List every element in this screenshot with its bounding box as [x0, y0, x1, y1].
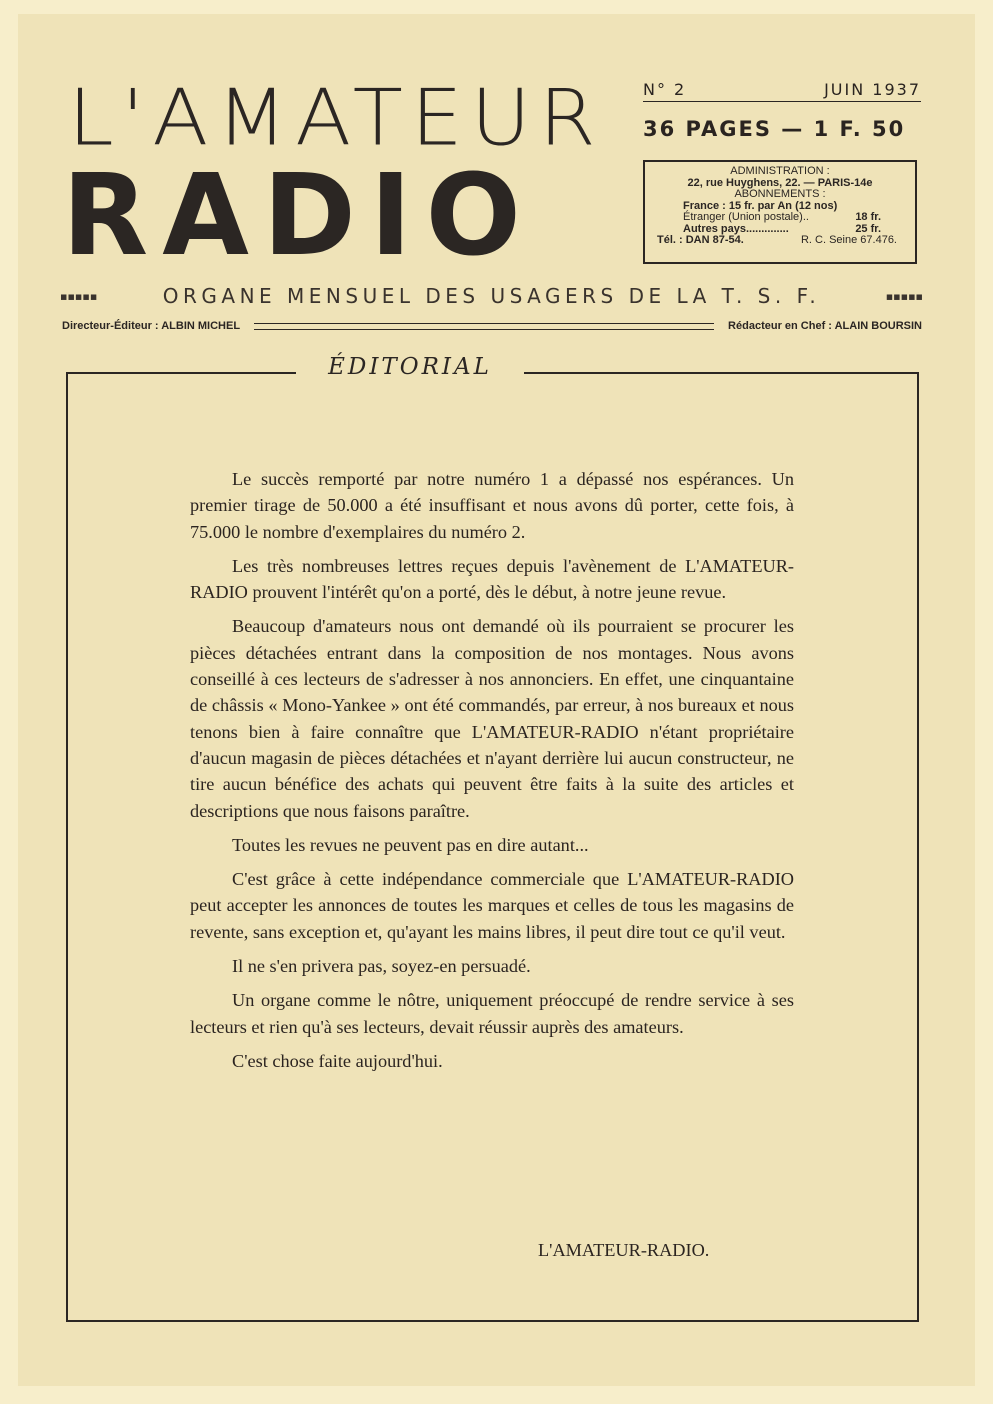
price-etranger-label: Étranger (Union postale).. [683, 211, 809, 223]
issue-date: JUIN 1937 [824, 80, 921, 99]
editorial-paragraph-3: Beaucoup d'amateurs nous ont demandé où ils pourraient se procurer les pièces détachées entrant dans la composition de nos montages. Nous avons conseillé à ces lecteurs de s'adresser à nos annonciers. En effet, une cinquantaine de châssis « Mono-Yankee » ont été commandés, par erreur, à nos bureaux et nous tenons bien à faire connaître que L'AMATEUR-RADIO n'étant propriétaire d'aucun magasin de pièces détachées et n'ayant derrière lui aucun constructeur, ne tire aucun bénéfice des achats qui peuvent être faits à la suite des articles et descriptions que nous faisons paraître. [190, 616, 794, 821]
pages-price: 36 PAGES — 1 F. 50 [643, 117, 906, 141]
abonnements-label: ABONNEMENTS : [734, 188, 826, 200]
registry: R. C. Seine 67.476. [800, 234, 897, 246]
address: 22, rue Huyghens, 22. — PARIS-14e [687, 176, 873, 189]
editorial-signature: L'AMATEUR-RADIO. [538, 1240, 710, 1260]
redacteur-en-chef: Rédacteur en Chef : ALAIN BOURSIN [728, 320, 922, 332]
editorial-paragraph-1: Le succès remporté par notre numéro 1 a dépassé nos espérances. Un premier tirage de 50.000 a été insuffisant et nous avons dû porter, cette fois, à 75.000 le nombre d'exemplaires du numéro 2. [190, 469, 794, 542]
editorial-paragraph-6: Il ne s'en privera pas, soyez-en persuadé. [232, 956, 531, 977]
editorial-title: ÉDITORIAL [296, 354, 524, 380]
price-autres-label: Autres pays.............. [683, 222, 789, 235]
editorial-paragraph-2: Les très nombreuses lettres reçues depuis l'avènement de L'AMATEUR-RADIO prouvent l'intérêt qu'on a porté, dès le début, à notre jeune revue. [190, 555, 794, 603]
directeur-editeur: Directeur-Éditeur : ALBIN MICHEL [62, 320, 241, 332]
double-rule [254, 323, 714, 330]
editorial-paragraph-5: C'est grâce à cette indépendance commerciale que L'AMATEUR-RADIO peut accepter les annonces de toutes les marques et celles de tous les magasins de revente, sans exception et, qu'ayant les mains libres, il peut dire tout ce qu'il veut. [190, 869, 794, 942]
editorial-body [190, 466, 794, 1082]
decorative-dots-right: ▪▪▪▪▪ [885, 289, 923, 303]
telephone: Tél. : DAN 87-54. [657, 234, 744, 246]
administration-box [643, 160, 917, 264]
issue-number: N° 2 [643, 80, 687, 99]
subtitle-band [60, 284, 923, 308]
masthead-title-line2: RADIO [62, 151, 535, 281]
price-france: France : 15 fr. par An (12 nos) [683, 199, 838, 212]
issue-info [643, 80, 921, 102]
staff-credits [62, 320, 922, 332]
subtitle-text: ORGANE MENSUEL DES USAGERS DE LA T. S. F. [162, 284, 821, 308]
decorative-dots-left: ▪▪▪▪▪ [60, 289, 98, 303]
editorial-paragraph-4: Toutes les revues ne peuvent pas en dire autant... [232, 834, 589, 855]
masthead-title-line1: L'AMATEUR [68, 73, 604, 164]
price-etranger [653, 212, 907, 224]
contact-row [653, 235, 907, 247]
price-etranger-value: 18 fr. [855, 211, 881, 223]
price-autres-value: 25 fr. [855, 222, 881, 235]
editorial-paragraph-7: Un organe comme le nôtre, uniquement préoccupé de rendre service à ses lecteurs et rien qu'à ses lecteurs, devait réussir auprès des amateurs. [190, 990, 794, 1037]
editorial-paragraph-8: C'est chose faite aujourd'hui. [232, 1050, 443, 1071]
administration-label: ADMINISTRATION : [730, 165, 830, 177]
